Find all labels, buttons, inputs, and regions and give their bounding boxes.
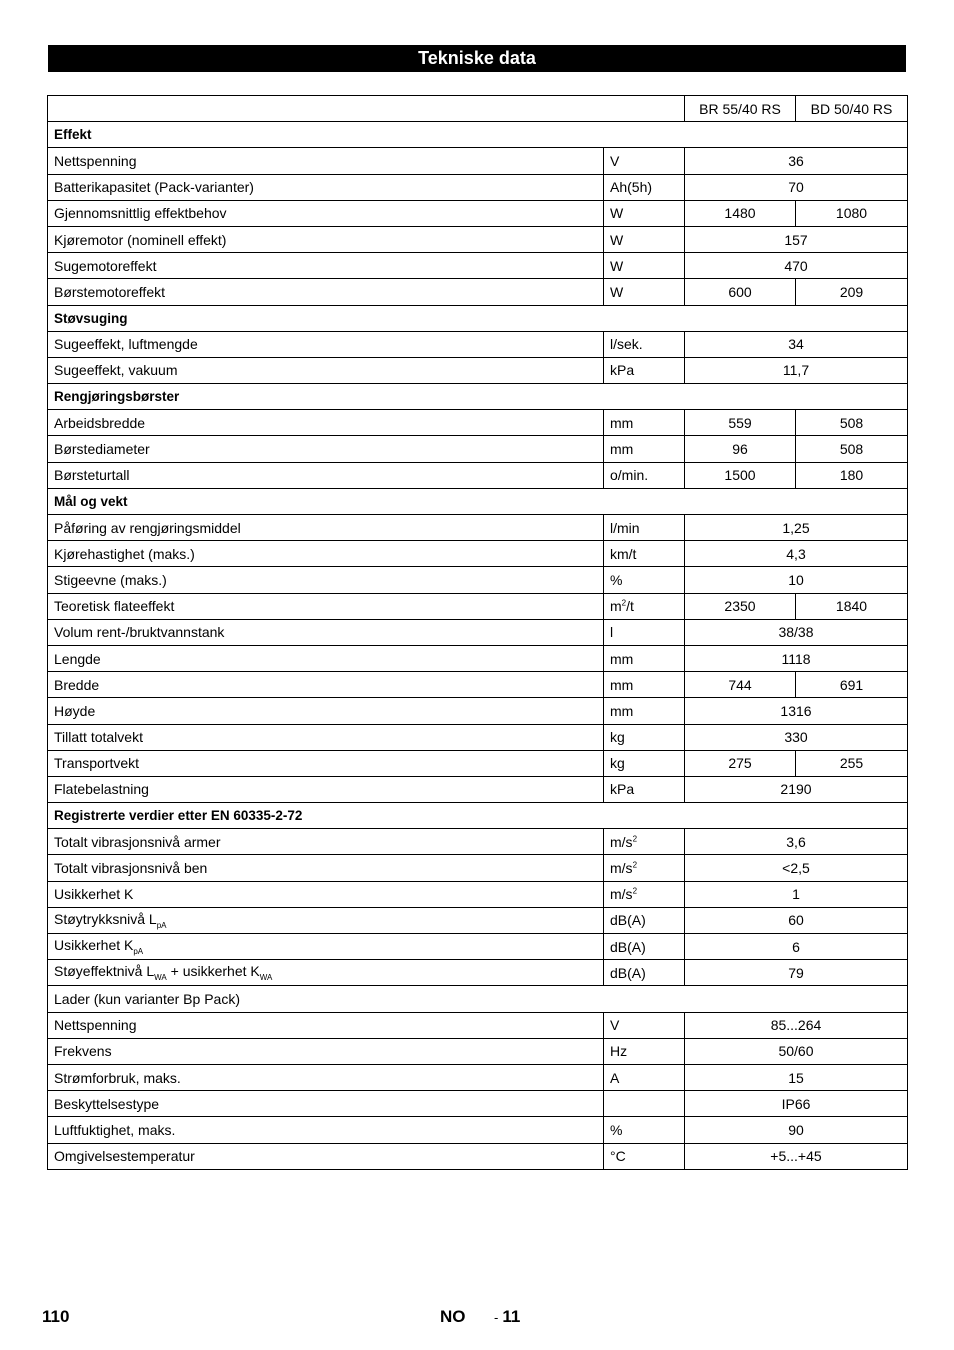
row-value-shared: 70: [685, 174, 908, 200]
table-row: [48, 541, 908, 567]
row-label: [48, 1091, 604, 1117]
label-text: Påføring av rengjøringsmiddel: [54, 519, 241, 536]
row-value-model-2: 209: [796, 279, 908, 305]
unit-text: W: [610, 205, 624, 222]
unit-text: m: [610, 598, 622, 615]
unit-text: %: [610, 1121, 623, 1138]
table-row: [48, 645, 908, 671]
row-unit: [604, 881, 685, 907]
table-row: [48, 174, 908, 200]
section-row: [48, 384, 908, 410]
row-label: [48, 724, 604, 750]
row-label: [48, 200, 604, 226]
row-value-model-1: 96: [685, 436, 796, 462]
label-text: Støyeffektnivå L: [54, 963, 155, 980]
table-row: [48, 1091, 908, 1117]
section-title: Registrerte verdier etter EN 60335-2-72: [48, 803, 908, 829]
row-label: [48, 1012, 604, 1038]
row-label: [48, 698, 604, 724]
label-text: Børsteturtall: [54, 467, 130, 484]
row-value-model-2: 255: [796, 750, 908, 776]
column-header-model-2: BD 50/40 RS: [796, 96, 908, 122]
label-text: Nettspenning: [54, 1017, 137, 1034]
unit-text: dB(A): [610, 912, 646, 929]
row-unit: [604, 1117, 685, 1143]
section-title: Effekt: [48, 122, 908, 148]
row-unit: [604, 698, 685, 724]
label-text: Børstemotoreffekt: [54, 283, 166, 300]
row-unit: [604, 253, 685, 279]
unit-superscript: 2: [632, 860, 638, 870]
row-label: [48, 410, 604, 436]
table-row: [48, 462, 908, 488]
table-row: [48, 515, 908, 541]
unit-text: mm: [610, 650, 634, 667]
unit-text: °C: [610, 1148, 626, 1165]
row-unit: [604, 462, 685, 488]
page-title: Tekniske data: [48, 45, 906, 72]
unit-text: l/sek.: [610, 336, 643, 353]
unit-text: km/t: [610, 545, 637, 562]
unit-text: A: [610, 1069, 620, 1086]
row-value-model-1: 559: [685, 410, 796, 436]
row-unit: [604, 593, 685, 619]
row-value-model-2: 1840: [796, 593, 908, 619]
table-row: [48, 1038, 908, 1064]
label-text: Tillatt totalvekt: [54, 729, 143, 746]
table-row: [48, 410, 908, 436]
label-text: Teoretisk flateeffekt: [54, 598, 175, 615]
label-text: Flatebelastning: [54, 781, 149, 798]
label-text: Beskyttelsestype: [54, 1095, 160, 1112]
unit-text: kg: [610, 729, 625, 746]
row-unit: [604, 357, 685, 383]
row-label: [48, 750, 604, 776]
unit-text: m/s: [610, 860, 633, 877]
row-value-model-1: 2350: [685, 593, 796, 619]
row-value-shared: 1,25: [685, 515, 908, 541]
row-value-shared: 6: [685, 934, 908, 960]
row-unit: [604, 907, 685, 933]
unit-text: m/s: [610, 886, 633, 903]
row-unit: [604, 1091, 685, 1117]
label-text: Frekvens: [54, 1043, 112, 1060]
table-row: [48, 253, 908, 279]
section-title: Lader (kun varianter Bp Pack): [48, 986, 908, 1012]
table-row: [48, 829, 908, 855]
table-row: [48, 855, 908, 881]
unit-text: W: [610, 257, 624, 274]
row-label: [48, 253, 604, 279]
section-row: [48, 305, 908, 331]
table-row: [48, 934, 908, 960]
table-row: [48, 200, 908, 226]
table-row: [48, 279, 908, 305]
row-unit: [604, 567, 685, 593]
table-row: [48, 148, 908, 174]
row-value-shared: 38/38: [685, 619, 908, 645]
label-text: Kjøremotor (nominell effekt): [54, 231, 227, 248]
row-value-shared: 2190: [685, 776, 908, 802]
row-value-shared: IP66: [685, 1091, 908, 1117]
row-value-shared: 34: [685, 331, 908, 357]
section-title: Rengjøringsbørster: [48, 384, 908, 410]
row-value-shared: 90: [685, 1117, 908, 1143]
row-value-model-2: 1080: [796, 200, 908, 226]
label-text: Omgivelsestemperatur: [54, 1148, 195, 1165]
row-unit: [604, 331, 685, 357]
row-unit: [604, 174, 685, 200]
section-title: Støvsuging: [48, 305, 908, 331]
row-unit: [604, 1038, 685, 1064]
label-text: Børstediameter: [54, 441, 150, 458]
row-label: [48, 960, 604, 986]
label-text: Sugeeffekt, luftmengde: [54, 336, 198, 353]
label-text: Bredde: [54, 676, 100, 693]
label-text: Støytrykksnivå L: [54, 911, 157, 927]
row-label: [48, 907, 604, 933]
table-row: [48, 698, 908, 724]
row-label: [48, 357, 604, 383]
row-unit: [604, 279, 685, 305]
row-unit: [604, 672, 685, 698]
page-number: 110: [42, 1307, 70, 1326]
label-text: Høyde: [54, 702, 96, 719]
row-unit: [604, 934, 685, 960]
row-value-shared: 1316: [685, 698, 908, 724]
row-value-shared: 1118: [685, 645, 908, 671]
row-unit: [604, 829, 685, 855]
label-text: Sugemotoreffekt: [54, 257, 157, 274]
label-text: Gjennomsnittlig effektbehov: [54, 205, 227, 222]
label-subscript: pA: [133, 946, 144, 956]
row-unit: [604, 200, 685, 226]
row-label: [48, 462, 604, 488]
table-row: [48, 331, 908, 357]
row-value-shared: 1: [685, 881, 908, 907]
unit-superscript: 2: [632, 834, 638, 844]
row-unit: [604, 776, 685, 802]
row-value-shared: 11,7: [685, 357, 908, 383]
table-row: [48, 724, 908, 750]
table-row: [48, 750, 908, 776]
section-row: [48, 803, 908, 829]
row-label: [48, 593, 604, 619]
row-unit: [604, 226, 685, 252]
label-text: Totalt vibrasjonsnivå armer: [54, 833, 221, 850]
row-value-shared: 470: [685, 253, 908, 279]
row-label: [48, 226, 604, 252]
row-label: [48, 776, 604, 802]
row-unit: [604, 960, 685, 986]
row-value-model-1: 1500: [685, 462, 796, 488]
row-label: [48, 1143, 604, 1169]
row-value-shared: 15: [685, 1064, 908, 1090]
row-value-model-2: 508: [796, 436, 908, 462]
row-value-model-1: 1480: [685, 200, 796, 226]
label-subscript: WA: [259, 973, 273, 983]
label-text: Volum rent-/bruktvannstank: [54, 624, 225, 641]
label-text: Nettspenning: [54, 152, 137, 169]
technical-data-table: [47, 95, 908, 1170]
unit-text: kg: [610, 755, 625, 772]
unit-superscript: 2: [621, 598, 627, 608]
row-value-shared: 50/60: [685, 1038, 908, 1064]
table-row: [48, 436, 908, 462]
row-label: [48, 934, 604, 960]
row-unit: [604, 148, 685, 174]
label-text: Luftfuktighet, maks.: [54, 1121, 176, 1138]
header-empty-cell: [48, 96, 685, 122]
row-value-shared: <2,5: [685, 855, 908, 881]
row-unit: [604, 750, 685, 776]
label-text: Usikkerhet K: [54, 937, 134, 954]
row-unit: [604, 436, 685, 462]
row-label: [48, 174, 604, 200]
row-unit: [604, 724, 685, 750]
row-value-shared: 85...264: [685, 1012, 908, 1038]
row-unit: [604, 410, 685, 436]
table-row: [48, 907, 908, 933]
table-row: [48, 619, 908, 645]
row-value-model-1: 275: [685, 750, 796, 776]
page-dash: -: [494, 1310, 499, 1325]
label-text-cont: + usikkerhet K: [166, 963, 260, 980]
row-label: [48, 567, 604, 593]
label-text: Totalt vibrasjonsnivå ben: [54, 860, 208, 877]
row-value-model-2: 180: [796, 462, 908, 488]
unit-text: mm: [610, 441, 634, 458]
row-unit: [604, 1064, 685, 1090]
table-header-row: [48, 96, 908, 122]
unit-text: %: [610, 571, 623, 588]
row-label: [48, 148, 604, 174]
unit-text: Ah(5h): [610, 179, 653, 196]
label-text: Usikkerhet K: [54, 886, 134, 903]
label-text: Sugeeffekt, vakuum: [54, 362, 178, 379]
row-value-shared: 36: [685, 148, 908, 174]
label-text: Arbeidsbredde: [54, 414, 146, 431]
row-label: [48, 855, 604, 881]
label-subscript: WA: [154, 973, 167, 983]
unit-text: mm: [610, 414, 634, 431]
unit-text: dB(A): [610, 964, 646, 981]
row-label: [48, 1038, 604, 1064]
row-label: [48, 829, 604, 855]
row-label: [48, 1064, 604, 1090]
table-row: [48, 357, 908, 383]
label-text: Batterikapasitet (Pack-varianter): [54, 179, 254, 196]
table-row: [48, 1143, 908, 1169]
row-label: [48, 279, 604, 305]
row-value-shared: 79: [685, 960, 908, 986]
language-code: NO: [440, 1307, 466, 1326]
unit-text: kPa: [610, 781, 635, 798]
unit-text: mm: [610, 702, 634, 719]
row-value-model-2: 691: [796, 672, 908, 698]
row-label: [48, 619, 604, 645]
unit-text: V: [610, 152, 620, 169]
row-value-shared: 4,3: [685, 541, 908, 567]
section-page-number: 11: [502, 1307, 521, 1326]
unit-superscript: 2: [632, 886, 638, 896]
unit-text: mm: [610, 676, 634, 693]
unit-text: Hz: [610, 1043, 628, 1060]
section-row: [48, 122, 908, 148]
row-label: [48, 541, 604, 567]
table-row: [48, 567, 908, 593]
unit-text: W: [610, 283, 624, 300]
label-text: Kjørehastighet (maks.): [54, 545, 195, 562]
label-text: Transportvekt: [54, 755, 140, 772]
row-unit: [604, 619, 685, 645]
row-unit: [604, 515, 685, 541]
label-text: Stigeevne (maks.): [54, 571, 167, 588]
unit-text: l: [610, 624, 614, 641]
row-label: [48, 881, 604, 907]
row-value-shared: 60: [685, 907, 908, 933]
row-label: [48, 515, 604, 541]
unit-text: m/s: [610, 833, 633, 850]
table-row: [48, 1064, 908, 1090]
unit-text: l/min: [610, 519, 640, 536]
table-row: [48, 1117, 908, 1143]
section-title: Mål og vekt: [48, 488, 908, 514]
row-label: [48, 331, 604, 357]
row-label: [48, 645, 604, 671]
row-value-shared: 330: [685, 724, 908, 750]
unit-text: dB(A): [610, 938, 646, 955]
table-row: [48, 881, 908, 907]
table-row: [48, 226, 908, 252]
row-value-shared: 3,6: [685, 829, 908, 855]
table-row: [48, 960, 908, 986]
row-unit: [604, 855, 685, 881]
table-row: [48, 776, 908, 802]
unit-text: o/min.: [610, 467, 649, 484]
row-unit: [604, 1012, 685, 1038]
row-value-shared: 157: [685, 226, 908, 252]
table-row: [48, 1012, 908, 1038]
label-subscript: pA: [156, 920, 167, 930]
row-label: [48, 672, 604, 698]
section-row: [48, 986, 908, 1012]
row-value-model-1: 744: [685, 672, 796, 698]
unit-text: kPa: [610, 362, 635, 379]
row-value-model-2: 508: [796, 410, 908, 436]
column-header-model-1: BR 55/40 RS: [685, 96, 796, 122]
unit-suffix: /t: [626, 598, 634, 615]
unit-text: V: [610, 1017, 620, 1034]
row-value-shared: +5...+45: [685, 1143, 908, 1169]
table-row: [48, 672, 908, 698]
row-unit: [604, 645, 685, 671]
row-label: [48, 1117, 604, 1143]
section-page: [494, 1307, 520, 1327]
section-row: [48, 488, 908, 514]
row-label: [48, 436, 604, 462]
row-unit: [604, 541, 685, 567]
row-unit: [604, 1143, 685, 1169]
label-text: Strømforbruk, maks.: [54, 1069, 181, 1086]
unit-text: W: [610, 231, 624, 248]
row-value-model-1: 600: [685, 279, 796, 305]
label-text: Lengde: [54, 650, 101, 667]
row-value-shared: 10: [685, 567, 908, 593]
table-row: [48, 593, 908, 619]
